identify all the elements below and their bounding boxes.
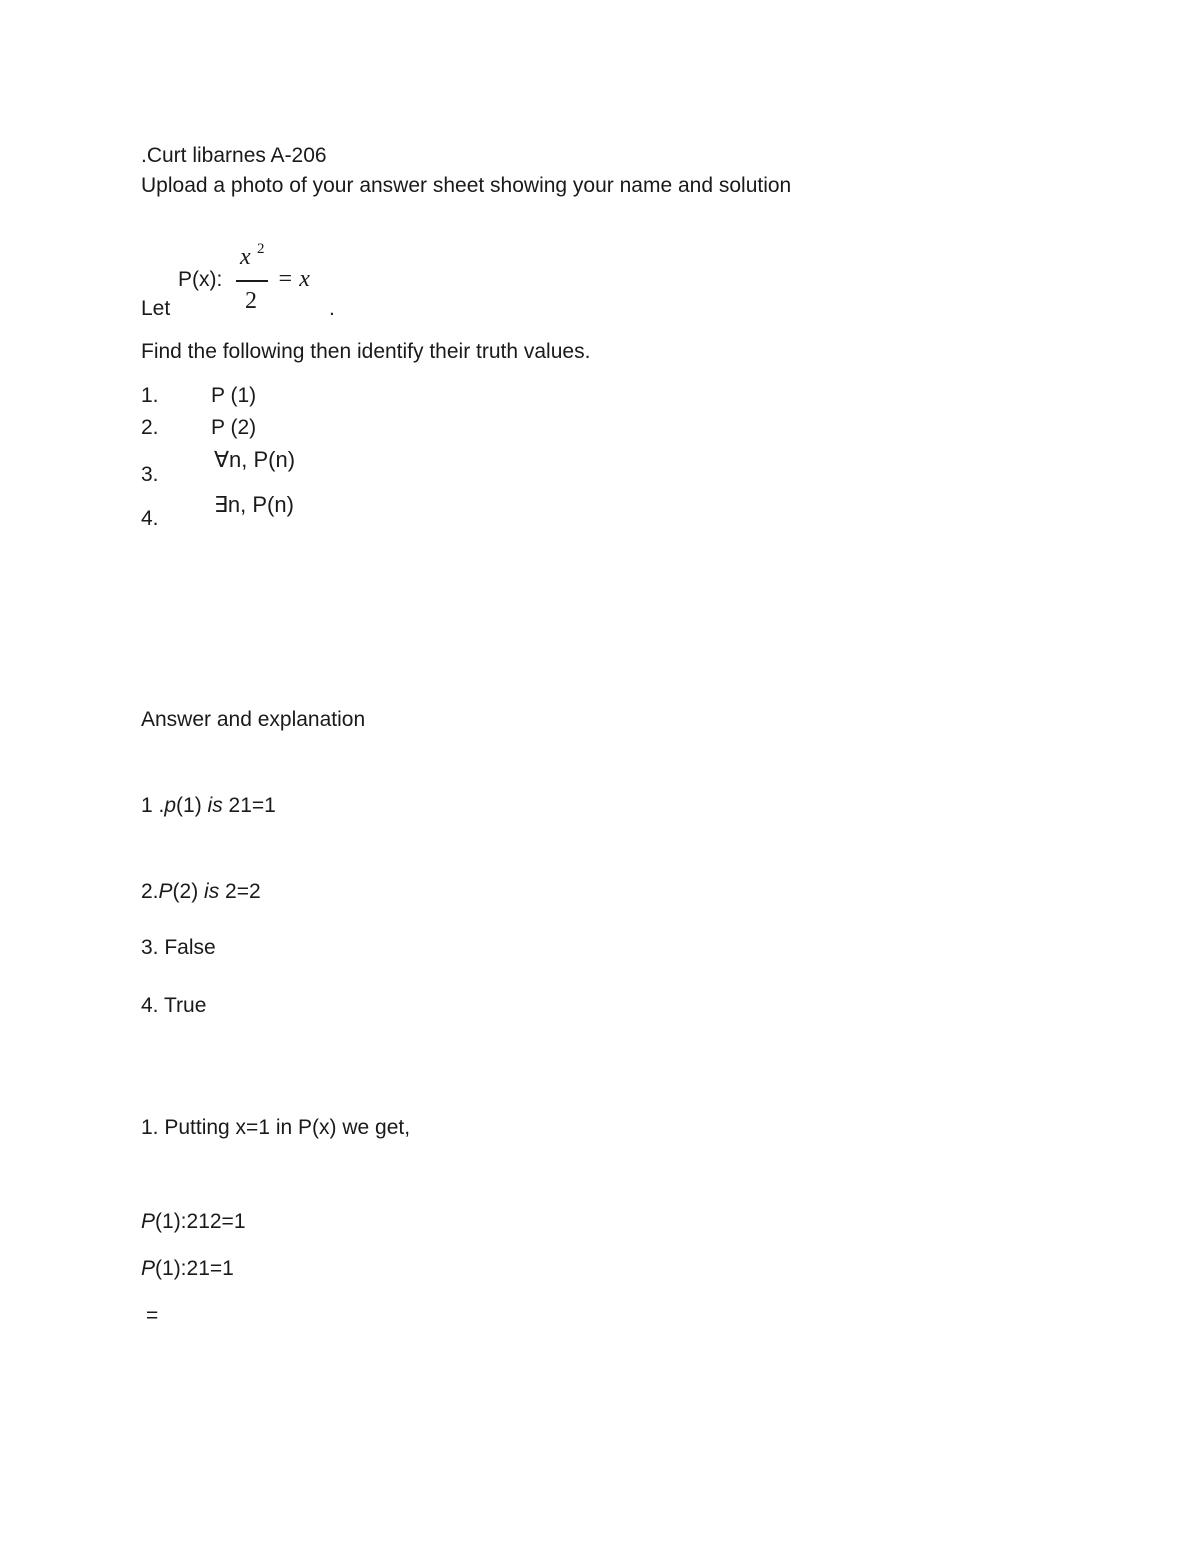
question-text: P (2) <box>211 416 257 439</box>
instruction-line: Upload a photo of your answer sheet showing your name and solution <box>141 174 792 197</box>
answer-line <box>141 793 276 819</box>
question-number: 4. <box>141 507 159 530</box>
answer-mid: (1) <box>176 794 208 817</box>
task-text: Find the following then identify their truth values. <box>141 340 591 363</box>
formula-period: . <box>329 297 335 320</box>
explanation-equals: = <box>146 1304 159 1327</box>
answer-line <box>141 879 261 905</box>
answer-rest: 21=1 <box>222 794 276 817</box>
question-text: P (1) <box>211 384 257 407</box>
question-number: 3. <box>141 463 159 486</box>
question-text: ∃n, P(n) <box>214 492 294 517</box>
explanation-line <box>141 1256 234 1282</box>
explanation-italic: P <box>141 1257 156 1280</box>
answer-line: 4. True <box>141 994 207 1017</box>
formula-numerator: x <box>240 244 251 270</box>
explanation-rest: (1):212=1 <box>155 1210 246 1233</box>
student-name-line: .Curt libarnes A-206 <box>141 144 327 167</box>
explanation-line <box>141 1209 246 1235</box>
formula-exponent: 2 <box>257 241 265 257</box>
question-number: 1. <box>141 384 159 407</box>
question-text: ∀n, P(n) <box>214 447 296 472</box>
answer-rest: 2=2 <box>219 880 261 903</box>
answer-mid: (2) <box>172 880 205 903</box>
answer-prefix: 2. <box>141 880 159 903</box>
explanation-rest: (1):21=1 <box>155 1257 234 1280</box>
explanation-italic: P <box>141 1210 156 1233</box>
answer-prefix: 1 . <box>141 794 165 817</box>
answer-italic: is <box>207 794 223 817</box>
question-number: 2. <box>141 416 159 439</box>
formula-denominator: 2 <box>245 288 257 314</box>
fraction-bar <box>236 280 268 282</box>
let-word: Let <box>141 297 171 320</box>
formula-lhs: P(x): <box>178 268 223 291</box>
answer-line: 3. False <box>141 936 216 959</box>
answer-italic: P <box>158 880 173 903</box>
explanation-step: 1. Putting x=1 in P(x) we get, <box>141 1116 411 1139</box>
formula-rhs: = x <box>277 266 310 292</box>
answer-italic: is <box>204 880 220 903</box>
answers-heading: Answer and explanation <box>141 708 366 731</box>
answer-italic: p <box>164 794 177 817</box>
